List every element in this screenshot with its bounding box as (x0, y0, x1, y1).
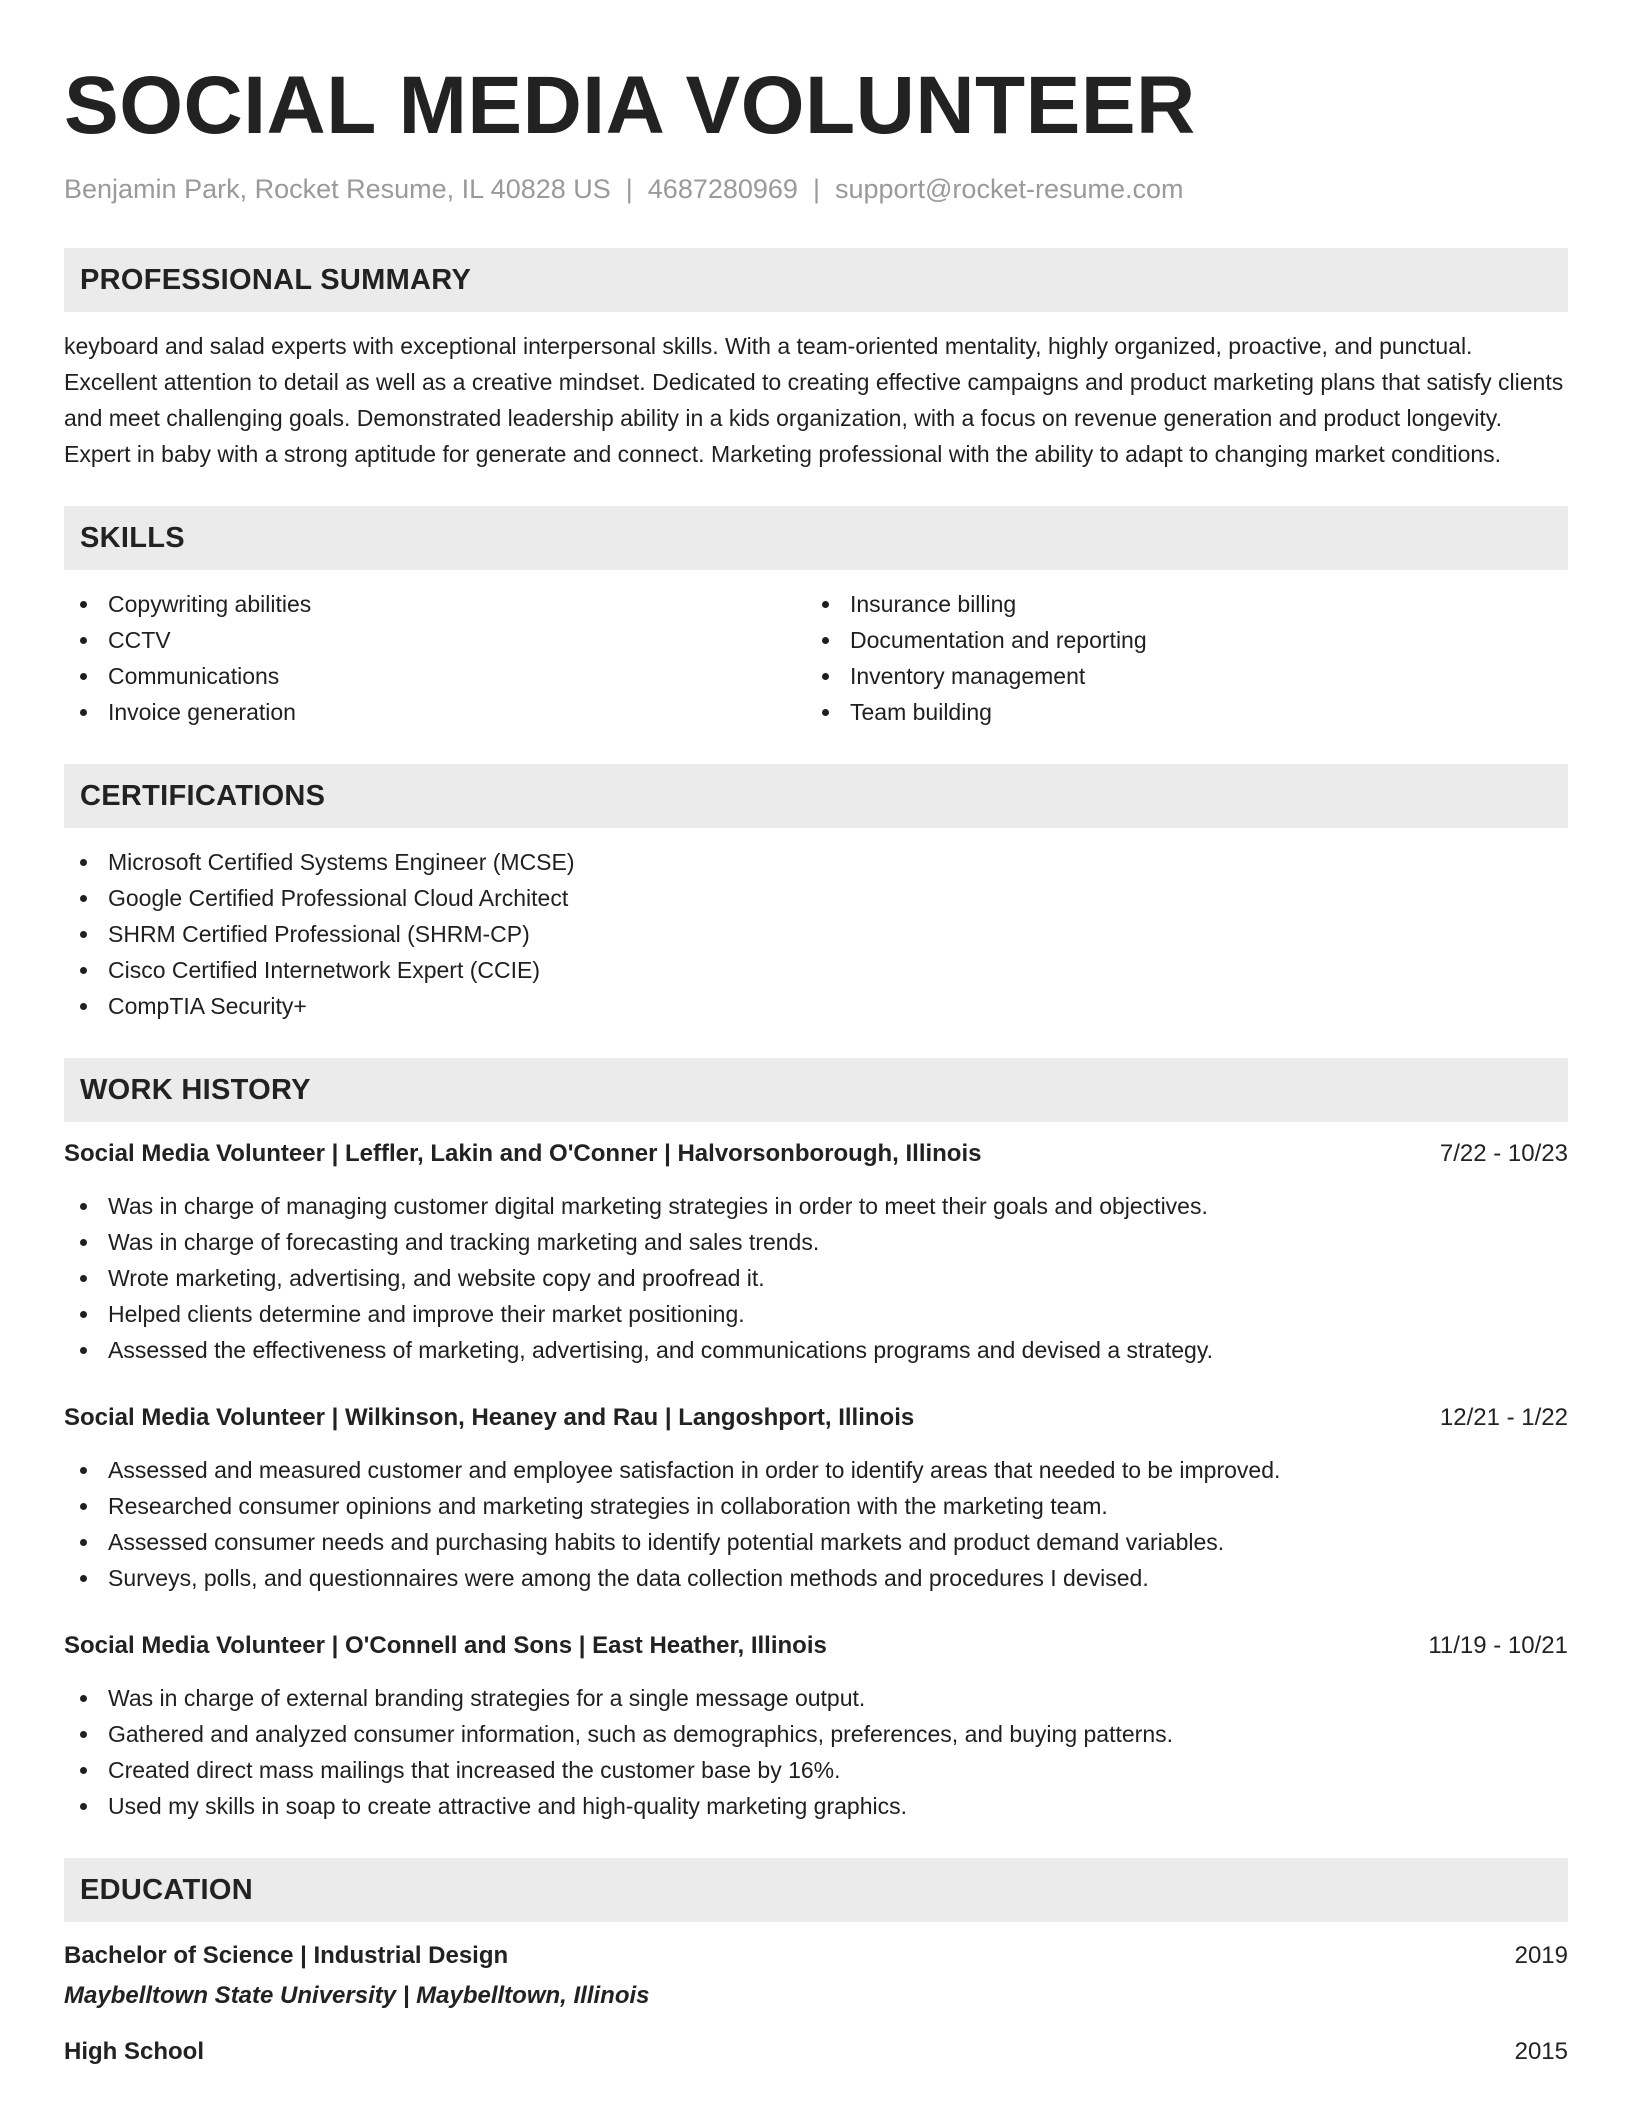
job-entry (64, 1136, 1568, 1368)
contact-separator: | (812, 174, 820, 204)
education-entry (64, 2034, 1568, 2070)
job-header (64, 1136, 1568, 1172)
certifications-list (64, 844, 1568, 1024)
job-bullet: Researched consumer opinions and marketing strategies in collaboration with the marketing team. (64, 1488, 1568, 1524)
job-bullet: Assessed consumer needs and purchasing habits to identify potential markets and product demand variables. (64, 1524, 1568, 1560)
job-bullet: Was in charge of managing customer digital marketing strategies in order to meet their goals and objectives. (64, 1188, 1568, 1224)
job-header (64, 1628, 1568, 1664)
job-bullet: Assessed the effectiveness of marketing, advertising, and communications programs and devised a strategy. (64, 1332, 1568, 1368)
job-dates: 11/19 - 10/21 (1428, 1632, 1568, 1659)
contact-line (64, 172, 1568, 206)
job-header (64, 1400, 1568, 1436)
job-bullet: Was in charge of forecasting and tracking marketing and sales trends. (64, 1224, 1568, 1260)
summary-text: keyboard and salad experts with exceptional interpersonal skills. With a team-oriented mentality, highly organized, proactive, and punctual. Excellent attention to detail as well as a creative mindset. Dedicated to creating effective campaigns and product marketing plans that satisfy clients and meet challenging goals. Demonstrated leadership ability in a kids organization, with a focus on revenue generation and product longevity. Expert in baby with a strong aptitude for generate and connect. Marketing professional with the ability to adapt to changing market conditions. (64, 333, 1564, 467)
job-title: Social Media Volunteer | Leffler, Lakin and O'Conner | Halvorsonborough, Illinois (64, 1140, 982, 1167)
job-bullet: Helped clients determine and improve their market positioning. (64, 1296, 1568, 1332)
skills-list-left (64, 586, 806, 730)
job-dates: 12/21 - 1/22 (1439, 1404, 1568, 1431)
job-entry (64, 1628, 1568, 1824)
skill-item: Inventory management (806, 658, 1548, 694)
job-bullets (64, 1452, 1568, 1596)
job-bullet: Was in charge of external branding strategies for a single message output. (64, 1680, 1568, 1716)
job-bullets (64, 1680, 1568, 1824)
education-year: 2019 (1514, 1942, 1568, 1969)
job-bullet: Surveys, polls, and questionnaires were among the data collection methods and procedures I devised. (64, 1560, 1568, 1596)
resume-page (64, 0, 1568, 2070)
skill-item: CCTV (64, 622, 806, 658)
resume-title: SOCIAL MEDIA VOLUNTEER (64, 60, 1196, 151)
contact-phone: 4687280969 (647, 174, 798, 204)
job-title: Social Media Volunteer | O'Connell and Sons | East Heather, Illinois (64, 1632, 827, 1659)
job-bullet: Created direct mass mailings that increased the customer base by 16%. (64, 1752, 1568, 1788)
job-bullet: Gathered and analyzed consumer information, such as demographics, preferences, and buying patterns. (64, 1716, 1568, 1752)
job-entry (64, 1400, 1568, 1596)
skill-item: Insurance billing (806, 586, 1548, 622)
education-header (64, 1938, 1568, 1974)
certifications-section-header: CERTIFICATIONS (64, 764, 1568, 828)
skills-section-header: SKILLS (64, 506, 1568, 570)
job-title: Social Media Volunteer | Wilkinson, Heaney and Rau | Langoshport, Illinois (64, 1404, 915, 1431)
education-entry (64, 1938, 1568, 2014)
contact-email: support@rocket-resume.com (834, 174, 1184, 204)
job-bullet: Wrote marketing, advertising, and website copy and proofread it. (64, 1260, 1568, 1296)
education-header (64, 2034, 1568, 2070)
certification-item: Cisco Certified Internetwork Expert (CCIE) (64, 952, 1568, 988)
education-year: 2015 (1514, 2038, 1568, 2065)
skill-item: Team building (806, 694, 1548, 730)
skill-item: Invoice generation (64, 694, 806, 730)
work-history-section-header: WORK HISTORY (64, 1058, 1568, 1122)
summary-section-header: PROFESSIONAL SUMMARY (64, 248, 1568, 312)
job-bullets (64, 1188, 1568, 1368)
job-bullet: Assessed and measured customer and employee satisfaction in order to identify areas that needed to be improved. (64, 1452, 1568, 1488)
education-degree: Bachelor of Science | Industrial Design (64, 1942, 509, 1969)
skill-item: Documentation and reporting (806, 622, 1548, 658)
skill-item: Communications (64, 658, 806, 694)
certification-item: Google Certified Professional Cloud Architect (64, 880, 1568, 916)
skill-item: Copywriting abilities (64, 586, 806, 622)
education-section-header: EDUCATION (64, 1858, 1568, 1922)
education-school: Maybelltown State University | Maybelltown, Illinois (64, 1982, 650, 2009)
skills-list-right (806, 586, 1548, 730)
certification-item: Microsoft Certified Systems Engineer (MCSE) (64, 844, 1568, 880)
job-bullet: Used my skills in soap to create attractive and high-quality marketing graphics. (64, 1788, 1568, 1824)
education-degree: High School (64, 2038, 204, 2065)
certification-item: CompTIA Security+ (64, 988, 1568, 1024)
contact-separator: | (625, 174, 633, 204)
skills-grid (64, 586, 1568, 730)
job-dates: 7/22 - 10/23 (1439, 1140, 1568, 1167)
certification-item: SHRM Certified Professional (SHRM-CP) (64, 916, 1568, 952)
contact-location: Benjamin Park, Rocket Resume, IL 40828 US (64, 174, 611, 204)
